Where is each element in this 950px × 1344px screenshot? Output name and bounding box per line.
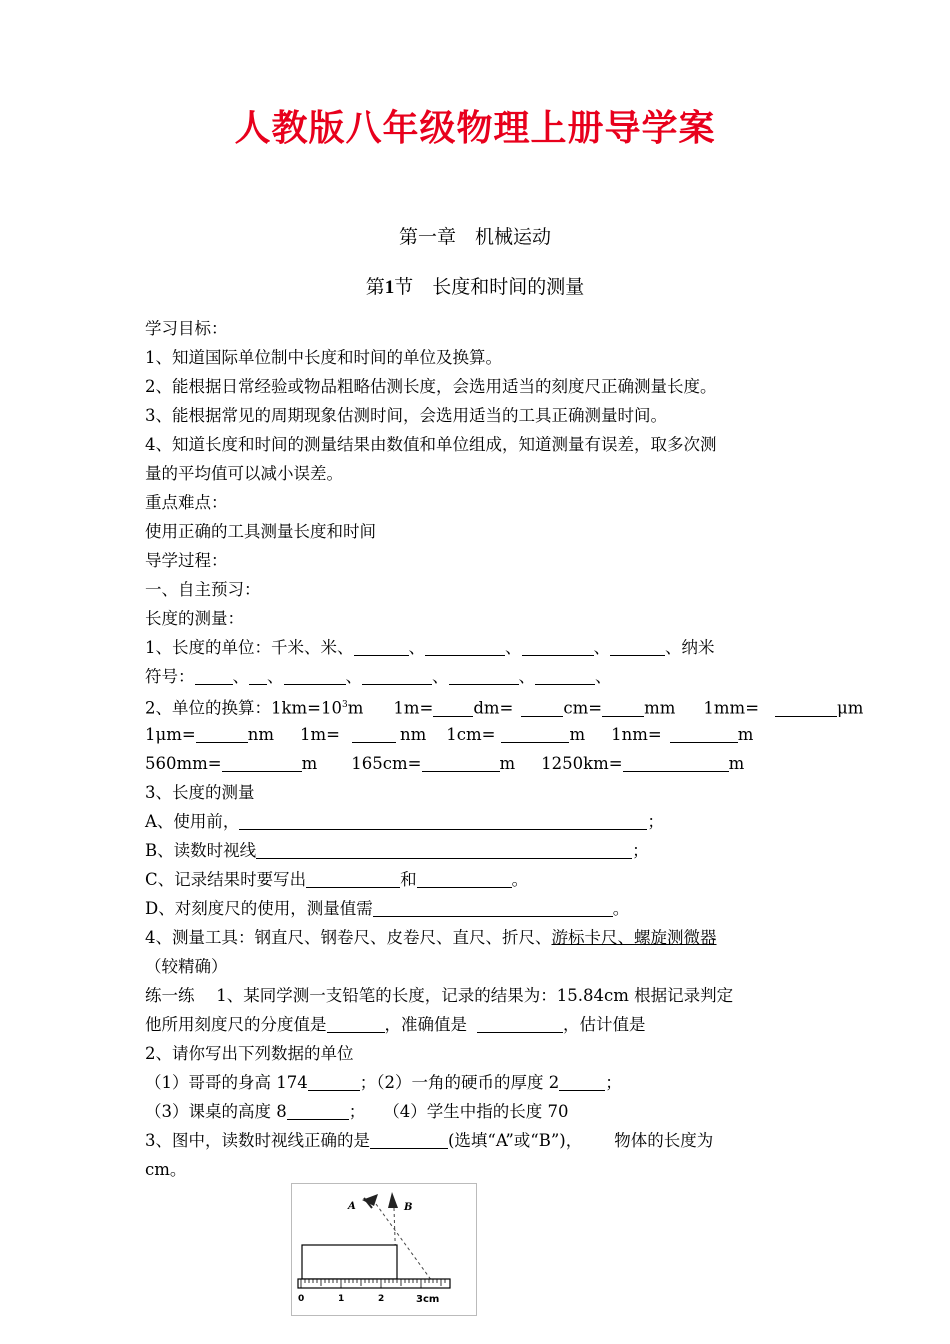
blank[interactable] bbox=[610, 635, 665, 656]
measured-object bbox=[302, 1245, 397, 1279]
goal-2: 2、能根据日常经验或物品粗略估测长度，会选用适当的刻度尺正确测量长度。 bbox=[145, 377, 717, 396]
blank[interactable] bbox=[477, 1012, 563, 1033]
tools-line: 4、测量工具：钢直尺、钢卷尺、皮卷尺、直尺、折尺、游标卡尺、螺旋测微器 bbox=[145, 928, 717, 947]
blank[interactable] bbox=[222, 751, 302, 772]
blank[interactable] bbox=[425, 635, 505, 656]
blank[interactable] bbox=[623, 751, 729, 772]
practice-3: 3、图中，读数时视线正确的是 (选填“A”或“B”)， 物体的长度为 bbox=[145, 1126, 815, 1155]
practice-2-row-1: （1）哥哥的身高 174 ；（2）一角的硬币的厚度 2 ； bbox=[145, 1068, 815, 1097]
conversion-line-3: 560mm= m 165cm= m 1250km= m bbox=[145, 749, 815, 778]
length-heading: 长度的测量： bbox=[145, 609, 244, 628]
measure-heading: 3、长度的测量 bbox=[145, 783, 255, 802]
blank[interactable] bbox=[522, 635, 594, 656]
measure-a: A、使用前， ； bbox=[145, 807, 815, 836]
blank[interactable] bbox=[256, 838, 632, 859]
blank[interactable] bbox=[370, 1128, 448, 1149]
key-text: 使用正确的工具测量长度和时间 bbox=[145, 522, 376, 541]
blank[interactable] bbox=[670, 722, 738, 743]
blank[interactable] bbox=[559, 1070, 605, 1091]
section-heading: 第1节 长度和时间的测量 bbox=[365, 276, 585, 298]
practice-2: 2、请你写出下列数据的单位 bbox=[145, 1044, 354, 1063]
blank[interactable] bbox=[521, 696, 563, 717]
blank[interactable] bbox=[327, 1012, 385, 1033]
ruler-figure bbox=[291, 1183, 477, 1316]
process-heading: 导学过程： bbox=[145, 551, 228, 570]
blank[interactable] bbox=[362, 664, 432, 685]
blank[interactable] bbox=[501, 722, 569, 743]
practice-2-row-2: （3）课桌的高度 8 ； （4）学生中指的长度 70 bbox=[145, 1097, 815, 1126]
goal-4: 4、知道长度和时间的测量结果由数值和单位组成，知道测量有误差，取多次测 bbox=[145, 435, 717, 454]
blank[interactable] bbox=[195, 664, 233, 685]
goal-3: 3、能根据常见的周期现象估测时间，会选用适当的工具正确测量时间。 bbox=[145, 406, 667, 425]
measure-c: C、记录结果时要写出 和 。 bbox=[145, 865, 815, 894]
blank[interactable] bbox=[422, 751, 500, 772]
blank[interactable] bbox=[354, 635, 409, 656]
practice-1: 练一练 1、某同学测一支铅笔的长度，记录的结果为：15.84cm 根据记录判定 bbox=[145, 986, 734, 1005]
units-line: 1、长度的单位：千米、米、 、 、 、 、纳米 bbox=[145, 633, 815, 662]
blank[interactable] bbox=[373, 896, 613, 917]
blank[interactable] bbox=[284, 664, 346, 685]
blank[interactable] bbox=[535, 664, 595, 685]
blank[interactable] bbox=[449, 664, 519, 685]
label-b: B bbox=[404, 1202, 413, 1213]
tick-label-0: 0 bbox=[298, 1294, 305, 1304]
worksheet-body bbox=[145, 314, 864, 1184]
chapter-heading: 第一章 机械运动 bbox=[398, 226, 551, 248]
eye-a-icon bbox=[362, 1194, 378, 1208]
blank[interactable] bbox=[417, 867, 512, 888]
tools-line-cont: （较精确） bbox=[145, 957, 228, 976]
blank[interactable] bbox=[306, 867, 400, 888]
tick-label-3: 3cm bbox=[416, 1294, 440, 1305]
ruler-diagram bbox=[292, 1184, 478, 1317]
tick-label-1: 1 bbox=[338, 1294, 345, 1304]
blank[interactable] bbox=[775, 696, 837, 717]
preview-heading: 一、自主预习： bbox=[145, 580, 261, 599]
goal-4-cont: 量的平均值可以减小误差。 bbox=[145, 464, 343, 483]
goal-1: 1、知道国际单位制中长度和时间的单位及换算。 bbox=[145, 348, 502, 367]
symbols-line: 符号： 、 、 、 、 、 、 bbox=[145, 662, 815, 691]
practice-3-cont: cm。 bbox=[145, 1160, 187, 1179]
blank[interactable] bbox=[308, 1070, 360, 1091]
blank[interactable] bbox=[249, 664, 267, 685]
key-heading: 重点难点： bbox=[145, 493, 228, 512]
blank[interactable] bbox=[352, 722, 396, 743]
conversion-line-1: 2、单位的换算：$1km=10^3m$ 1m= dm= cm= mm 1mm= μm bbox=[145, 691, 815, 720]
blank[interactable] bbox=[433, 696, 473, 717]
practice-1-cont: 他所用刻度尺的分度值是 ，准确值是 ，估计值是 bbox=[145, 1010, 815, 1039]
measure-b: B、读数时视线 ； bbox=[145, 836, 815, 865]
blank[interactable] bbox=[239, 809, 647, 830]
conversion-line-2: 1μm= nm 1m= nm 1cm= m 1nm= m bbox=[145, 720, 815, 749]
blank[interactable] bbox=[287, 1099, 349, 1120]
eye-b-icon bbox=[388, 1192, 398, 1208]
document-title: 人教版八年级物理上册导学案 bbox=[234, 108, 716, 149]
label-a: A bbox=[348, 1201, 356, 1212]
blank[interactable] bbox=[602, 696, 644, 717]
goals-heading: 学习目标： bbox=[145, 319, 228, 338]
tick-label-2: 2 bbox=[378, 1294, 385, 1304]
blank[interactable] bbox=[196, 722, 248, 743]
measure-d: D、对刻度尺的使用，测量值需 。 bbox=[145, 894, 815, 923]
